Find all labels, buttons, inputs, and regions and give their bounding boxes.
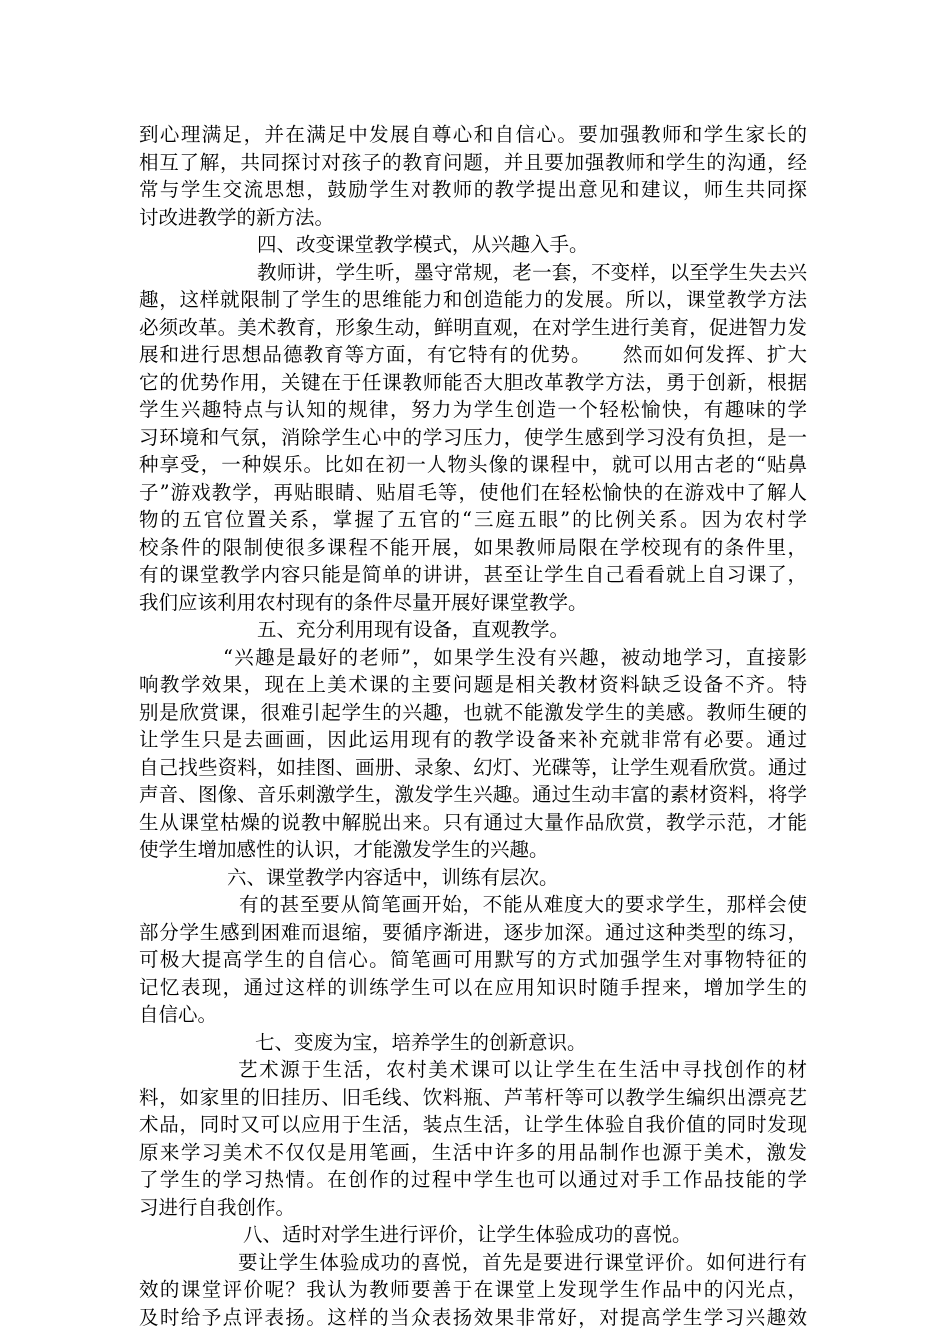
section-heading-7: 七、变废为宝，培养学生的创新意识。 [255, 1030, 587, 1054]
text-line: 种享受，一种娱乐。比如在初一人物头像的课程中，就可以用古老的“贴鼻 [139, 453, 807, 476]
text-line: 及时给予点评表扬。这样的当众表扬效果非常好，对提高学生学习兴趣效 [139, 1305, 807, 1329]
text-line: 别是欣赏课，很难引起学生的兴趣，也就不能激发学生的美感。教师生硬的 [139, 700, 807, 724]
text-line: “兴趣是最好的老师”，如果学生没有兴趣，被动地学习，直接影 [223, 645, 807, 669]
text-line: 习进行自我创作。 [139, 1195, 296, 1219]
text-line: 常与学生交流思想，鼓励学生对教师的教学提出意见和建议，师生共同探 [139, 178, 807, 201]
text-line: 讨改进教学的新方法。 [139, 205, 335, 229]
section-heading-6: 六、课堂教学内容适中，训练有层次。 [227, 865, 559, 889]
text-line: 要让学生体验成功的喜悦，首先是要进行课堂评价。如何进行有 [238, 1250, 807, 1274]
text-line: 趣，这样就限制了学生的思维能力和创造能力的发展。所以，课堂教学方法 [139, 288, 807, 311]
text-line: 必须改革。美术教育，形象生动，鲜明直观，在对学生进行美育，促进智力发 [139, 315, 807, 339]
text-line: 我们应该利用农村现有的条件尽量开展好课堂教学。 [139, 590, 588, 614]
text-line: 效的课堂评价呢？我认为教师要善于在课堂上发现学生作品中的闪光点， [139, 1278, 807, 1301]
text-line: 学生兴趣特点与认知的规律，努力为学生创造一个轻松愉快，有趣味的学 [139, 398, 807, 421]
text-line: 艺术源于生活，农村美术课可以让学生在生活中寻找创作的材 [238, 1058, 807, 1081]
text-line: 使学生增加感性的认识，才能激发学生的兴趣。 [139, 838, 549, 861]
text-line: 有的甚至要从简笔画开始，不能从难度大的要求学生，那样会使 [239, 893, 807, 916]
text-line: 展和进行思想品德教育等方面，有它特有的优势。 然而如何发挥、扩大 [139, 343, 807, 366]
text-line: 有的课堂教学内容只能是简单的讲讲，甚至让学生自己看看就上自习课了， [139, 563, 807, 586]
text-line: 自己找些资料，如挂图、画册、录象、幻灯、光碟等，让学生观看欣赏。通过 [139, 755, 807, 779]
document-body [139, 121, 807, 1331]
text-line: 料，如家里的旧挂历、旧毛线、饮料瓶、芦苇杆等可以教学生编织出漂亮艺 [139, 1085, 807, 1109]
text-line: 校条件的限制使很多课程不能开展，如果教师局限在学校现有的条件里， [139, 535, 807, 559]
text-line: 自信心。 [139, 1003, 218, 1026]
text-line: 可极大提高学生的自信心。简笔画可用默写的方式加强学生对事物特征的 [139, 948, 807, 971]
text-line: 相互了解，共同探讨对孩子的教育问题，并且要加强教师和学生的沟通，经 [139, 150, 807, 174]
text-line: 响教学效果，现在上美术课的主要问题是相关教材资料缺乏设备不齐。特 [139, 673, 807, 696]
text-line: 原来学习美术不仅仅是用笔画，生活中许多的用品制作也源于美术，激发 [139, 1140, 807, 1164]
section-heading-4: 四、改变课堂教学模式，从兴趣入手。 [257, 233, 589, 256]
text-line: 部分学生感到困难而退缩，要循序渐进，逐步加深。通过这种类型的练习， [139, 920, 807, 944]
text-line: 术品，同时又可以应用于生活，装点生活，让学生体验自我价值的同时发现 [139, 1113, 807, 1136]
text-line: 习环境和气氛，消除学生心中的学习压力，使学生感到学习没有负担，是一 [139, 425, 807, 449]
text-line: 记忆表现，通过这样的训练学生可以在应用知识时随手捏来，增加学生的 [139, 975, 807, 999]
text-line: 了学生的学习热情。在创作的过程中学生也可以通过对手工作品技能的学 [139, 1168, 807, 1191]
text-line: 物的五官位置关系，掌握了五官的“三庭五眼”的比例关系。因为农村学 [139, 508, 807, 531]
section-heading-5: 五、充分利用现有设备，直观教学。 [257, 618, 570, 641]
text-line: 它的优势作用，关键在于任课教师能否大胆改革教学方法，勇于创新，根据 [139, 370, 807, 394]
text-line: 让学生只是去画画，因此运用现有的教学设备来补充就非常有必要。通过 [139, 728, 807, 751]
text-line: 生从课堂枯燥的说教中解脱出来。只有通过大量作品欣赏，教学示范，才能 [139, 810, 807, 834]
section-heading-8: 八、适时对学生进行评价，让学生体验成功的喜悦。 [243, 1223, 692, 1246]
text-line: 到心理满足，并在满足中发展自尊心和自信心。要加强教师和学生家长的 [139, 123, 807, 146]
text-line: 教师讲，学生听，墨守常规，老一套，不变样，以至学生失去兴 [257, 260, 807, 284]
text-line: 子”游戏教学，再贴眼睛、贴眉毛等，使他们在轻松愉快的在游戏中了解人 [139, 480, 807, 504]
text-line: 声音、图像、音乐刺激学生，激发学生兴趣。通过生动丰富的素材资料，将学 [139, 783, 807, 806]
